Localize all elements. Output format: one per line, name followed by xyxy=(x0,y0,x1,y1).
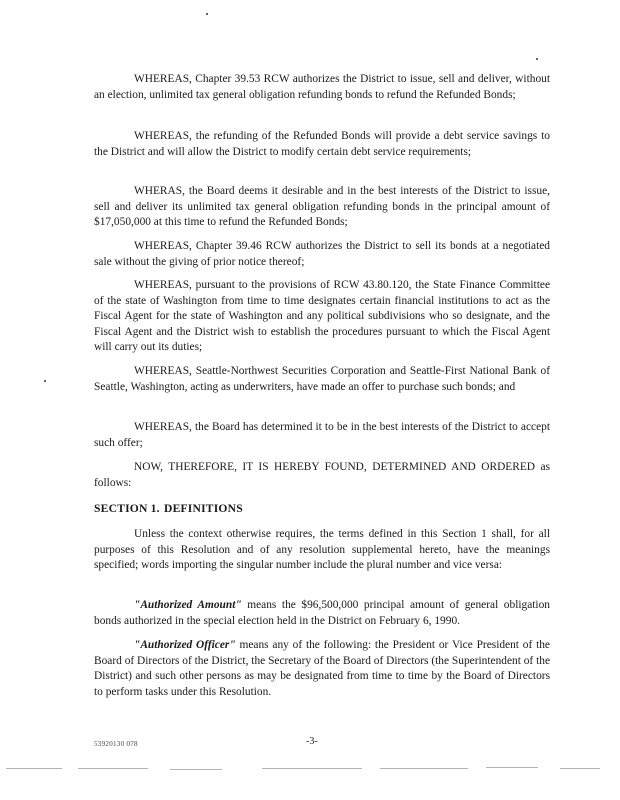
scan-line xyxy=(560,768,600,769)
definition-authorized-amount xyxy=(94,598,550,629)
scan-speck xyxy=(206,13,208,15)
definition-text: means the $96,500,000 principal amount of general obligation bonds authorized in the special election held in the District on February 6, 1990. xyxy=(94,599,550,627)
section-title: DEFINITIONS xyxy=(164,502,243,515)
definition-term: "Authorized Officer" xyxy=(134,639,236,651)
scan-speck xyxy=(44,380,46,382)
whereas-underwriters: WHEREAS, Seattle-Northwest Securities Corporation and Seattle-First National Bank of Seattle, Washington, acting as underwriters, have made an offer to purchase such bonds; and xyxy=(94,365,550,393)
whereas-fiscal-agent: WHEREAS, pursuant to the provisions of RCW 43.80.120, the State Finance Committee of the state of Washington from time to time designates certain financial institutions to act as the Fiscal Agent for the state of Washington and any political subdivisions who so designate, and the Fiscal Agent and the District wish to establish the procedures pursuant to which the Fiscal Agent will carry out its duties; xyxy=(94,279,550,354)
scan-line xyxy=(486,767,538,768)
scan-line xyxy=(78,768,148,769)
scan-line xyxy=(170,769,222,770)
scan-line xyxy=(6,768,62,769)
whereas-board-deems: WHERAS, the Board deems it desirable and in the best interests of the District to issue, sell and deliver its unlimited tax general obligation refunding bonds in the principal amount of $17,050,000 at this time to refund the Refunded Bonds; xyxy=(94,185,550,229)
definitions-intro: Unless the context otherwise requires, the terms defined in this Section 1 shall, for all purposes of this Resolution and of any resolution supplemental hereto, have the meanings specified; words importing the singular number include the plural number and vice versa: xyxy=(94,528,550,572)
whereas-chapter-39-46: WHEREAS, Chapter 39.46 RCW authorizes the District to sell its bonds at a negotiated sale without the giving of prior notice thereof; xyxy=(94,240,550,268)
document-code: 53920130 078 xyxy=(94,740,138,748)
section-number: SECTION 1. xyxy=(94,502,160,515)
definition-term: "Authorized Amount" xyxy=(134,599,242,611)
section-heading xyxy=(94,502,243,515)
scan-speck xyxy=(536,58,538,60)
definition-text: means any of the following: the President or Vice President of the Board of Directors of the District, the Secretary of the Board of Directors (the Superintendent of the District) and such other persons as may be designated from time to time by the Board of Directors to perform tasks under this Resolution. xyxy=(94,639,550,698)
definition-authorized-officer xyxy=(94,638,550,700)
whereas-refunding-savings: WHEREAS, the refunding of the Refunded Bonds will provide a debt service savings to the District and will allow the District to modify certain debt service requirements; xyxy=(94,130,550,158)
whereas-accept-offer: WHEREAS, the Board has determined it to be in the best interests of the District to accept such offer; xyxy=(94,421,550,449)
whereas-chapter-39-53: WHEREAS, Chapter 39.53 RCW authorizes the District to issue, sell and deliver, without an election, unlimited tax general obligation refunding bonds to refund the Refunded Bonds; xyxy=(94,73,550,101)
scan-line xyxy=(262,768,362,769)
scan-line xyxy=(380,768,468,769)
page-number: -3- xyxy=(306,736,318,747)
now-therefore: NOW, THEREFORE, IT IS HEREBY FOUND, DETERMINED AND ORDERED as follows: xyxy=(94,461,550,489)
